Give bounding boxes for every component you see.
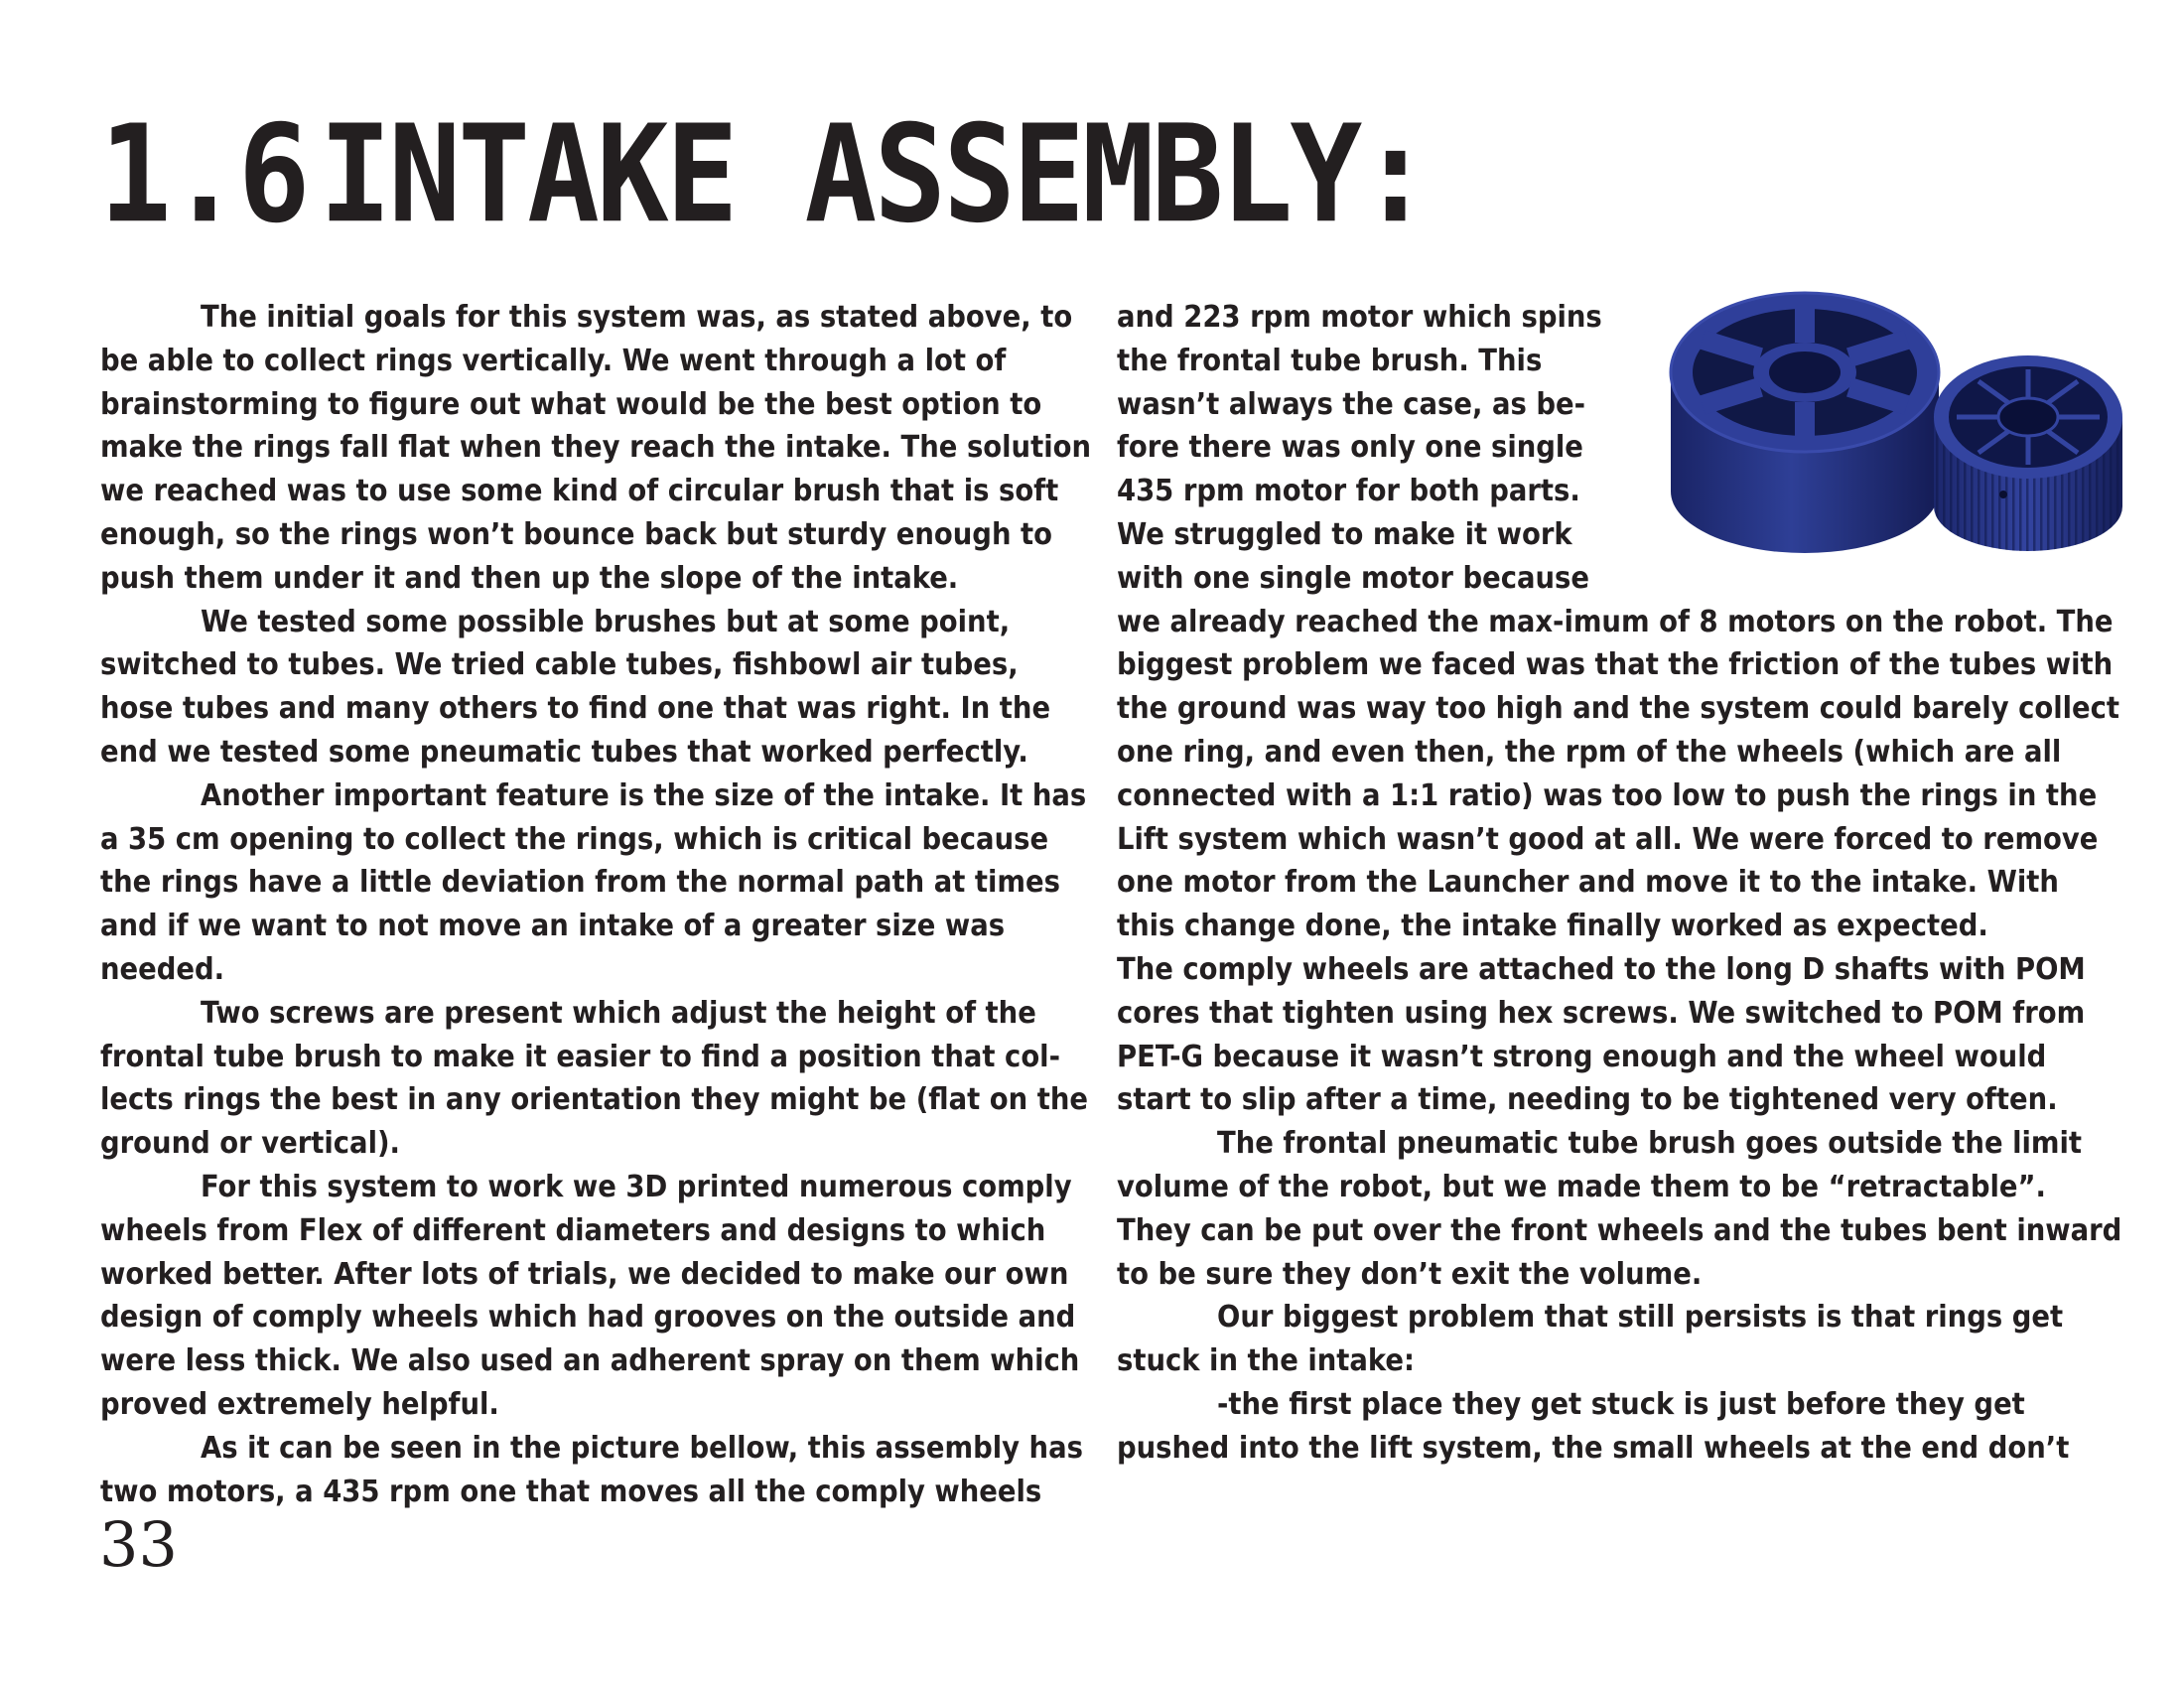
paragraph-retractable-brush: The frontal pneumatic tube brush goes outside the limit volume of the robot, but we made them to be “retractable”. They can be put over the front wheels and the tubes bent inward to be sure they don’t exit the volume. xyxy=(1117,1126,2122,1292)
section-title xyxy=(99,95,1430,253)
paragraph-brushes: We tested some possible brushes but at some point, switched to tubes. We tried cable tubes, fishbowl air tubes, hose tubes and many others to find one that was right. In the end we tested some pneumatic tubes that worked perfectly. xyxy=(100,604,1051,770)
paragraph-pom-cores: The comply wheels are attached to the long D shafts with POM cores that tighten using hex screws. We switched to POM from PET-G because it wasn’t strong enough and the wheel would start to slip after a time, needing to be tightened very often. xyxy=(1117,951,2086,1118)
large-comply-wheel xyxy=(1671,293,1939,553)
paragraph-first-stuck-place: -the first place they get stuck is just before they get pushed into the lift system, the small wheels at the end don’t xyxy=(1117,1386,2070,1466)
section-title-text: INTAKE ASSEMBLY: xyxy=(319,95,1430,253)
paragraph-motor-history: and 223 rpm motor which spins the frontal tube brush. This wasn’t always the case, as be-fore there was only one single 435 rpm motor for both parts. We struggled to make it work with one single motor because we already reached the max-imum of 8 motors on the robot. The biggest problem we faced was that the friction of the tubes with the ground was way too high and the system could barely collect one ring, and even then, the rpm of the wheels (which are all connected with a 1:1 ratio) was too low to push the rings in the Lift system which wasn’t good at all. We were forced to remove one motor from the Launcher and move it to the intake. With this change done, the intake finally worked as expected. xyxy=(1117,300,2120,944)
left-text-column xyxy=(100,296,1093,1513)
comply-wheels-image xyxy=(1651,278,2132,559)
small-comply-wheel xyxy=(1934,355,2122,551)
paragraph-motors: As it can be seen in the picture bellow, this assembly has two motors, a 435 rpm one that moves all the comply wheels xyxy=(100,1430,1083,1509)
section-number: 1.6 xyxy=(99,95,308,253)
paragraph-intake-size: Another important feature is the size of the intake. It has a 35 cm opening to collect the rings, which is critical because the rings have a little deviation from the normal path at times and if we want to not move an intake of a greater size was needed. xyxy=(100,777,1087,987)
paragraph-goals: The initial goals for this system was, as stated above, to be able to collect rings vertically. We went through a lot of brainstorming to figure out what would be the best option to make the rings fall flat when they reach the intake. The solution we reached was to use some kind of circular brush that is soft enough, so the rings won’t bounce back but sturdy enough to push them under it and then up the slope of the intake. xyxy=(100,300,1091,596)
paragraph-persisting-problem: Our biggest problem that still persists is that rings get stuck in the intake: xyxy=(1117,1300,2064,1379)
right-text-column xyxy=(1117,296,2124,1471)
paragraph-screws: Two screws are present which adjust the height of the frontal tube brush to make it easier to find a position that col-lects rings the best in any orientation they might be (flat on the ground or vertical). xyxy=(100,995,1088,1162)
page-number: 33 xyxy=(99,1508,178,1581)
paragraph-comply-wheels: For this system to work we 3D printed numerous comply wheels from Flex of different diameters and designs to which worked better. After lots of trials, we decided to make our own design of comply wheels which had grooves on the outside and were less thick. We also used an adherent spray on them which proved extremely helpful. xyxy=(100,1169,1080,1422)
